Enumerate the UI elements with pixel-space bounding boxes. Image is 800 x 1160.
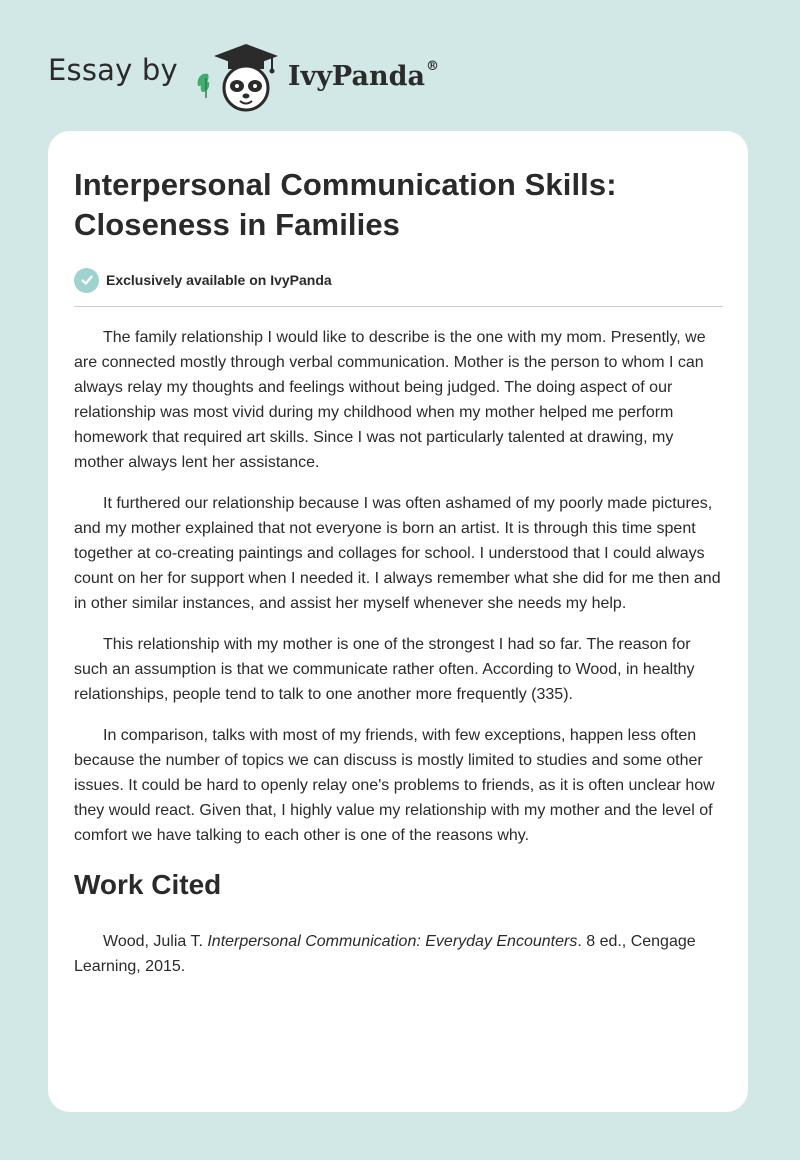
essay-by-label: Essay by <box>48 53 178 87</box>
works-cited-heading: Work Cited <box>74 869 222 900</box>
paragraph: In comparison, talks with most of my friends, with few exceptions, happen less often because the number of topics we can discuss is mostly limited to studies and some other issues. It could be hard to openly relay one's problems to friends, as it is often unclear how they would react. Given that, I highly value my relationship with my mother and the level of comfort we have talking to each other is one of the reasons why. <box>74 727 715 844</box>
paragraph: It furthered our relationship because I was often ashamed of my poorly made pictures, and my mother explained that not everyone is born an artist. It is through this time spent together at co-creating paintings and collages for school. I understood that I could always count on her for support when I needed it. I always remember what she did for me then and in other similar instances, and assist her myself whenever she needs my help. <box>74 495 721 612</box>
essay-body <box>74 325 722 848</box>
divider <box>74 306 723 307</box>
citation-entry <box>74 929 722 979</box>
check-icon <box>74 268 99 293</box>
exclusive-badge <box>74 266 722 294</box>
page-title <box>74 165 722 245</box>
essay-card <box>48 131 748 1112</box>
panda-logo-icon[interactable] <box>192 34 284 114</box>
title-line-1: Interpersonal Communication Skills: <box>74 167 617 202</box>
citation-author: Wood, Julia T. <box>103 933 208 950</box>
paragraph: This relationship with my mother is one of the strongest I had so far. The reason for such an assumption is that we communicate rather often. According to Wood, in healthy relationships, people tend to talk to one another more frequently (335). <box>74 636 695 703</box>
essay-content <box>74 165 722 979</box>
citation-details: . 8 ed., Cengage Learning, 2015. <box>74 933 696 975</box>
title-line-2: Closeness in Families <box>74 207 401 242</box>
citation-book-title: Interpersonal Communication: Everyday Encounters <box>207 933 578 950</box>
badge-text: Exclusively available on IvyPanda <box>106 272 332 288</box>
paragraph: The family relationship I would like to describe is the one with my mom. Presently, we are connected mostly through verbal communication. Mother is the person to whom I can always relay my thoughts and feelings without being judged. The doing aspect of our relationship was most vivid during my childhood when my mother helped me perform homework that required art skills. Since I was not particularly talented at drawing, my mother always lent her assistance. <box>74 329 706 471</box>
brand-header <box>48 34 439 114</box>
registered-mark: ® <box>425 58 439 74</box>
brand-name[interactable]: IvyPanda® <box>287 58 439 92</box>
